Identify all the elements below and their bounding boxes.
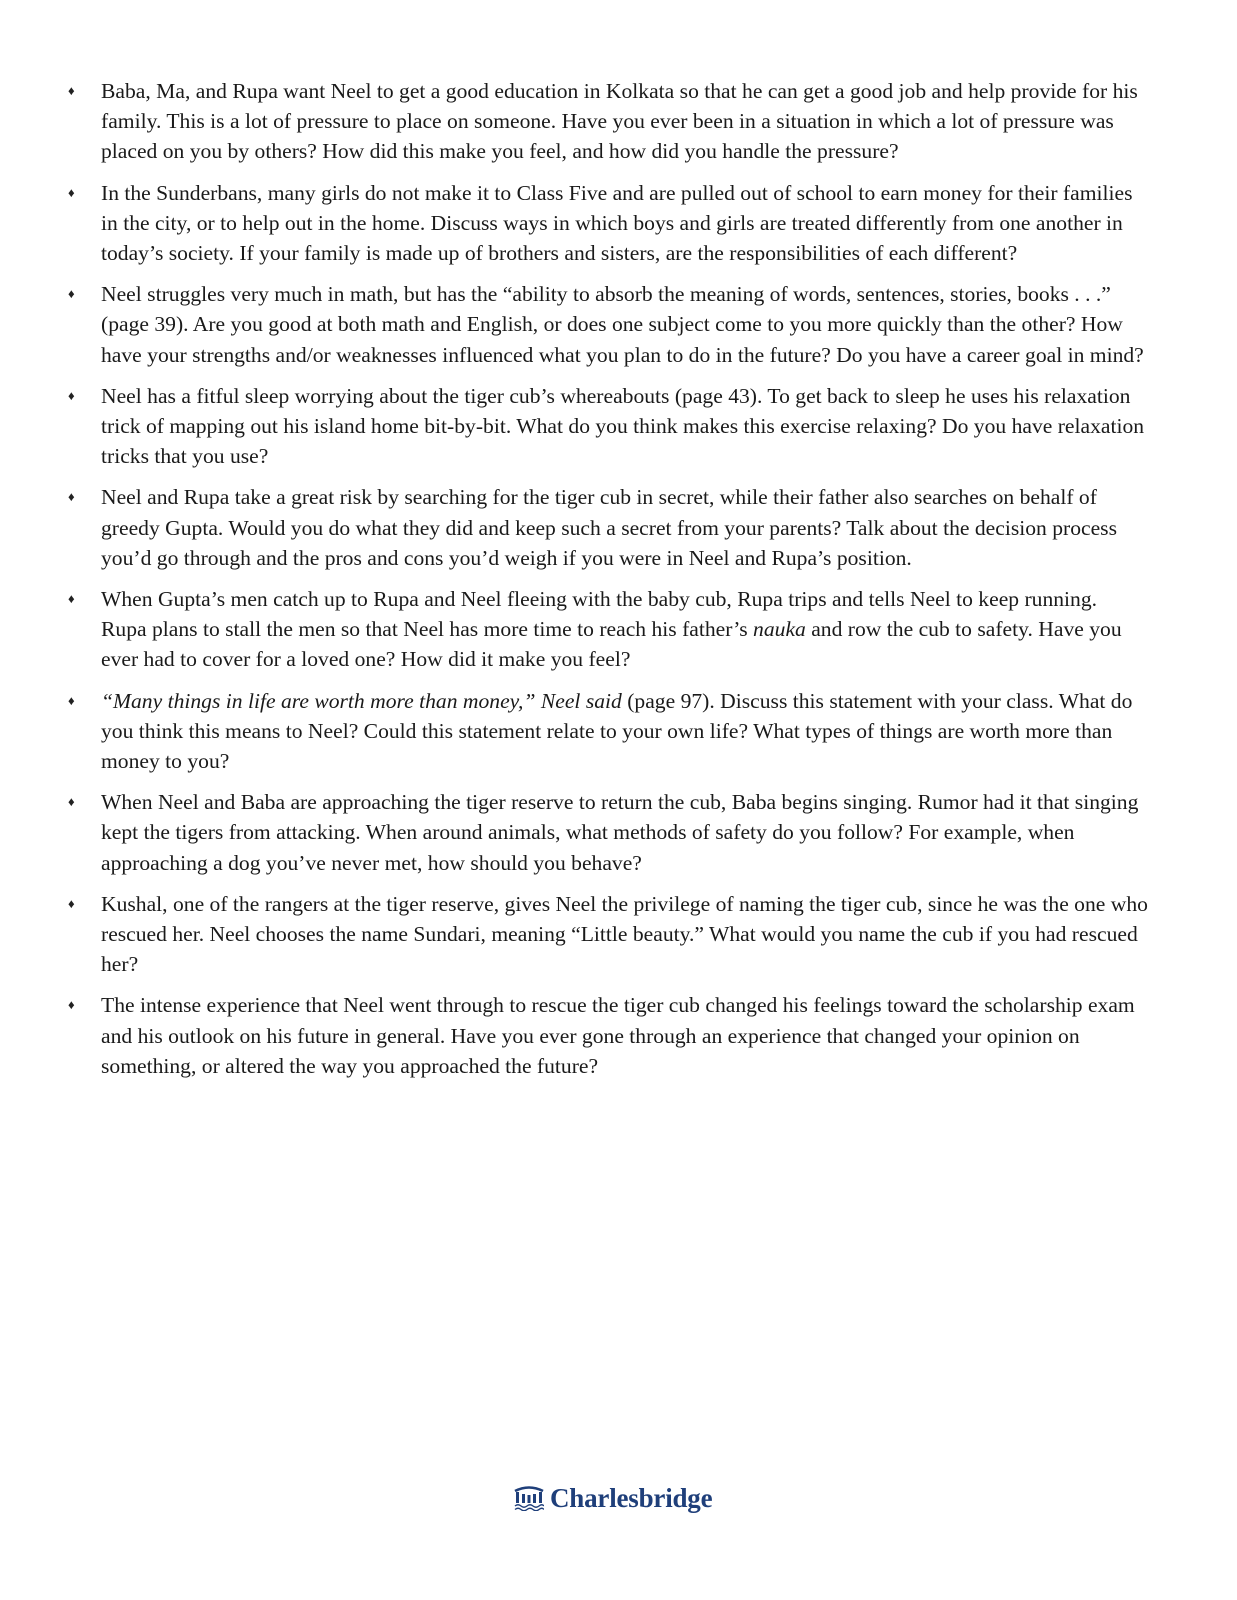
text-segment: In the Sunderbans, many girls do not make it to Class Five and are pulled out of school to earn money for their families in the city, or to help out in the home. Discuss ways in which boys and girls are treated differently from one another in today’s society. If your family is made up of brothers and sisters, are the responsibilities of each different?	[101, 180, 1133, 266]
question-text	[101, 587, 1122, 671]
question-text	[101, 790, 1138, 874]
diamond-bullet-icon: ♦	[68, 387, 75, 403]
question-text	[101, 181, 1132, 265]
question-text	[101, 892, 1148, 976]
text-segment: and row the cub to safety. Have you ever had to cover for a loved one? How did it make you feel?	[101, 617, 1122, 672]
diamond-bullet-icon: ♦	[68, 591, 75, 607]
question-text	[101, 485, 1117, 569]
diamond-bullet-icon: ♦	[68, 895, 75, 911]
question-text	[101, 689, 1132, 773]
discussion-question-item	[68, 990, 1148, 1081]
diamond-bullet-icon: ♦	[68, 692, 75, 708]
discussion-question-item	[68, 787, 1148, 878]
text-segment: The intense experience that Neel went through to rescue the tiger cub changed his feelings toward the scholarship exam and his outlook on his future in general. Have you ever gone through an experience that changed your opinion on something, or altered the way you approached the future?	[101, 993, 1135, 1078]
diamond-bullet-icon: ♦	[68, 184, 75, 200]
text-segment: Baba, Ma, and Rupa want Neel to get a good education in Kolkata so that he can get a good job and help provide for his family. This is a lot of pressure to place on someone. Have you ever been in a situation in which a lot of pressure was placed on you by others? How did this make you feel, and how did you handle the pressure?	[101, 79, 1138, 164]
question-text	[101, 282, 1144, 366]
publisher-logo	[514, 1480, 712, 1516]
discussion-question-list	[68, 76, 1148, 1092]
text-segment: When Gupta’s men catch up to Rupa and Neel fleeing with the baby cub, Rupa trips and tells Neel to keep running. Rupa plans to stall the men so that Neel has more time to reach his father’s	[101, 587, 1098, 642]
charlesbridge-bridge-logo-icon	[514, 1485, 544, 1511]
text-segment: (page 97). Discuss this statement with your class. What do you think this means to Neel? Could this statement relate to your own life? What types of things are worth more than money to you?	[101, 688, 1133, 774]
discussion-question-item	[68, 584, 1148, 675]
discussion-question-item	[68, 381, 1148, 472]
text-segment: Neel and Rupa take a great risk by searching for the tiger cub in secret, while their father also searches on behalf of greedy Gupta. Would you do what they did and keep such a secret from your parents? Talk about the decision process you’d go through and the pros and cons you’d weigh if you were in Neel and Rupa’s position.	[101, 485, 1117, 570]
text-segment: Kushal, one of the rangers at the tiger reserve, gives Neel the privilege of naming the tiger cub, since he was the one who rescued her. Neel chooses the name Sundari, meaning “Little beauty.” What would you name the cub if you had rescued her?	[101, 891, 1148, 977]
text-segment: When Neel and Baba are approaching the tiger reserve to return the cub, Baba begins singing. Rumor had it that singing kept the tigers from attacking. When around animals, what methods of safety do you follow? For example, when approaching a dog you’ve never met, how should you behave?	[101, 790, 1139, 875]
discussion-question-item	[68, 76, 1148, 167]
text-segment: Neel has a fitful sleep worrying about the tiger cub’s whereabouts (page 43). To get back to sleep he uses his relaxation trick of mapping out his island home bit-by-bit. What do you think makes this exercise relaxing? Do you have relaxation tricks that you use?	[101, 383, 1145, 469]
diamond-bullet-icon: ♦	[68, 286, 75, 302]
italic-text-segment: nauka	[753, 617, 806, 642]
diamond-bullet-icon: ♦	[68, 794, 75, 810]
publisher-logo-text: Charlesbridge	[550, 1482, 713, 1513]
discussion-question-item	[68, 889, 1148, 980]
question-text	[101, 79, 1138, 163]
question-text	[101, 384, 1144, 468]
italic-text-segment: “Many things in life are worth more than money,” Neel said	[101, 688, 622, 713]
discussion-question-item	[68, 482, 1148, 573]
question-text	[101, 993, 1135, 1077]
discussion-question-item	[68, 686, 1148, 777]
discussion-question-item	[68, 178, 1148, 269]
text-segment: Neel struggles very much in math, but has the “ability to absorb the meaning of words, sentences, stories, books . . .” (page 39). Are you good at both math and English, or does one subject come to you more quickly than the other? How have your strengths and/or weaknesses influenced what you plan to do in the future? Do you have a career goal in mind?	[101, 282, 1144, 367]
diamond-bullet-icon: ♦	[68, 489, 75, 505]
diamond-bullet-icon: ♦	[68, 83, 75, 98]
diamond-bullet-icon: ♦	[68, 997, 75, 1013]
discussion-question-item	[68, 279, 1148, 370]
